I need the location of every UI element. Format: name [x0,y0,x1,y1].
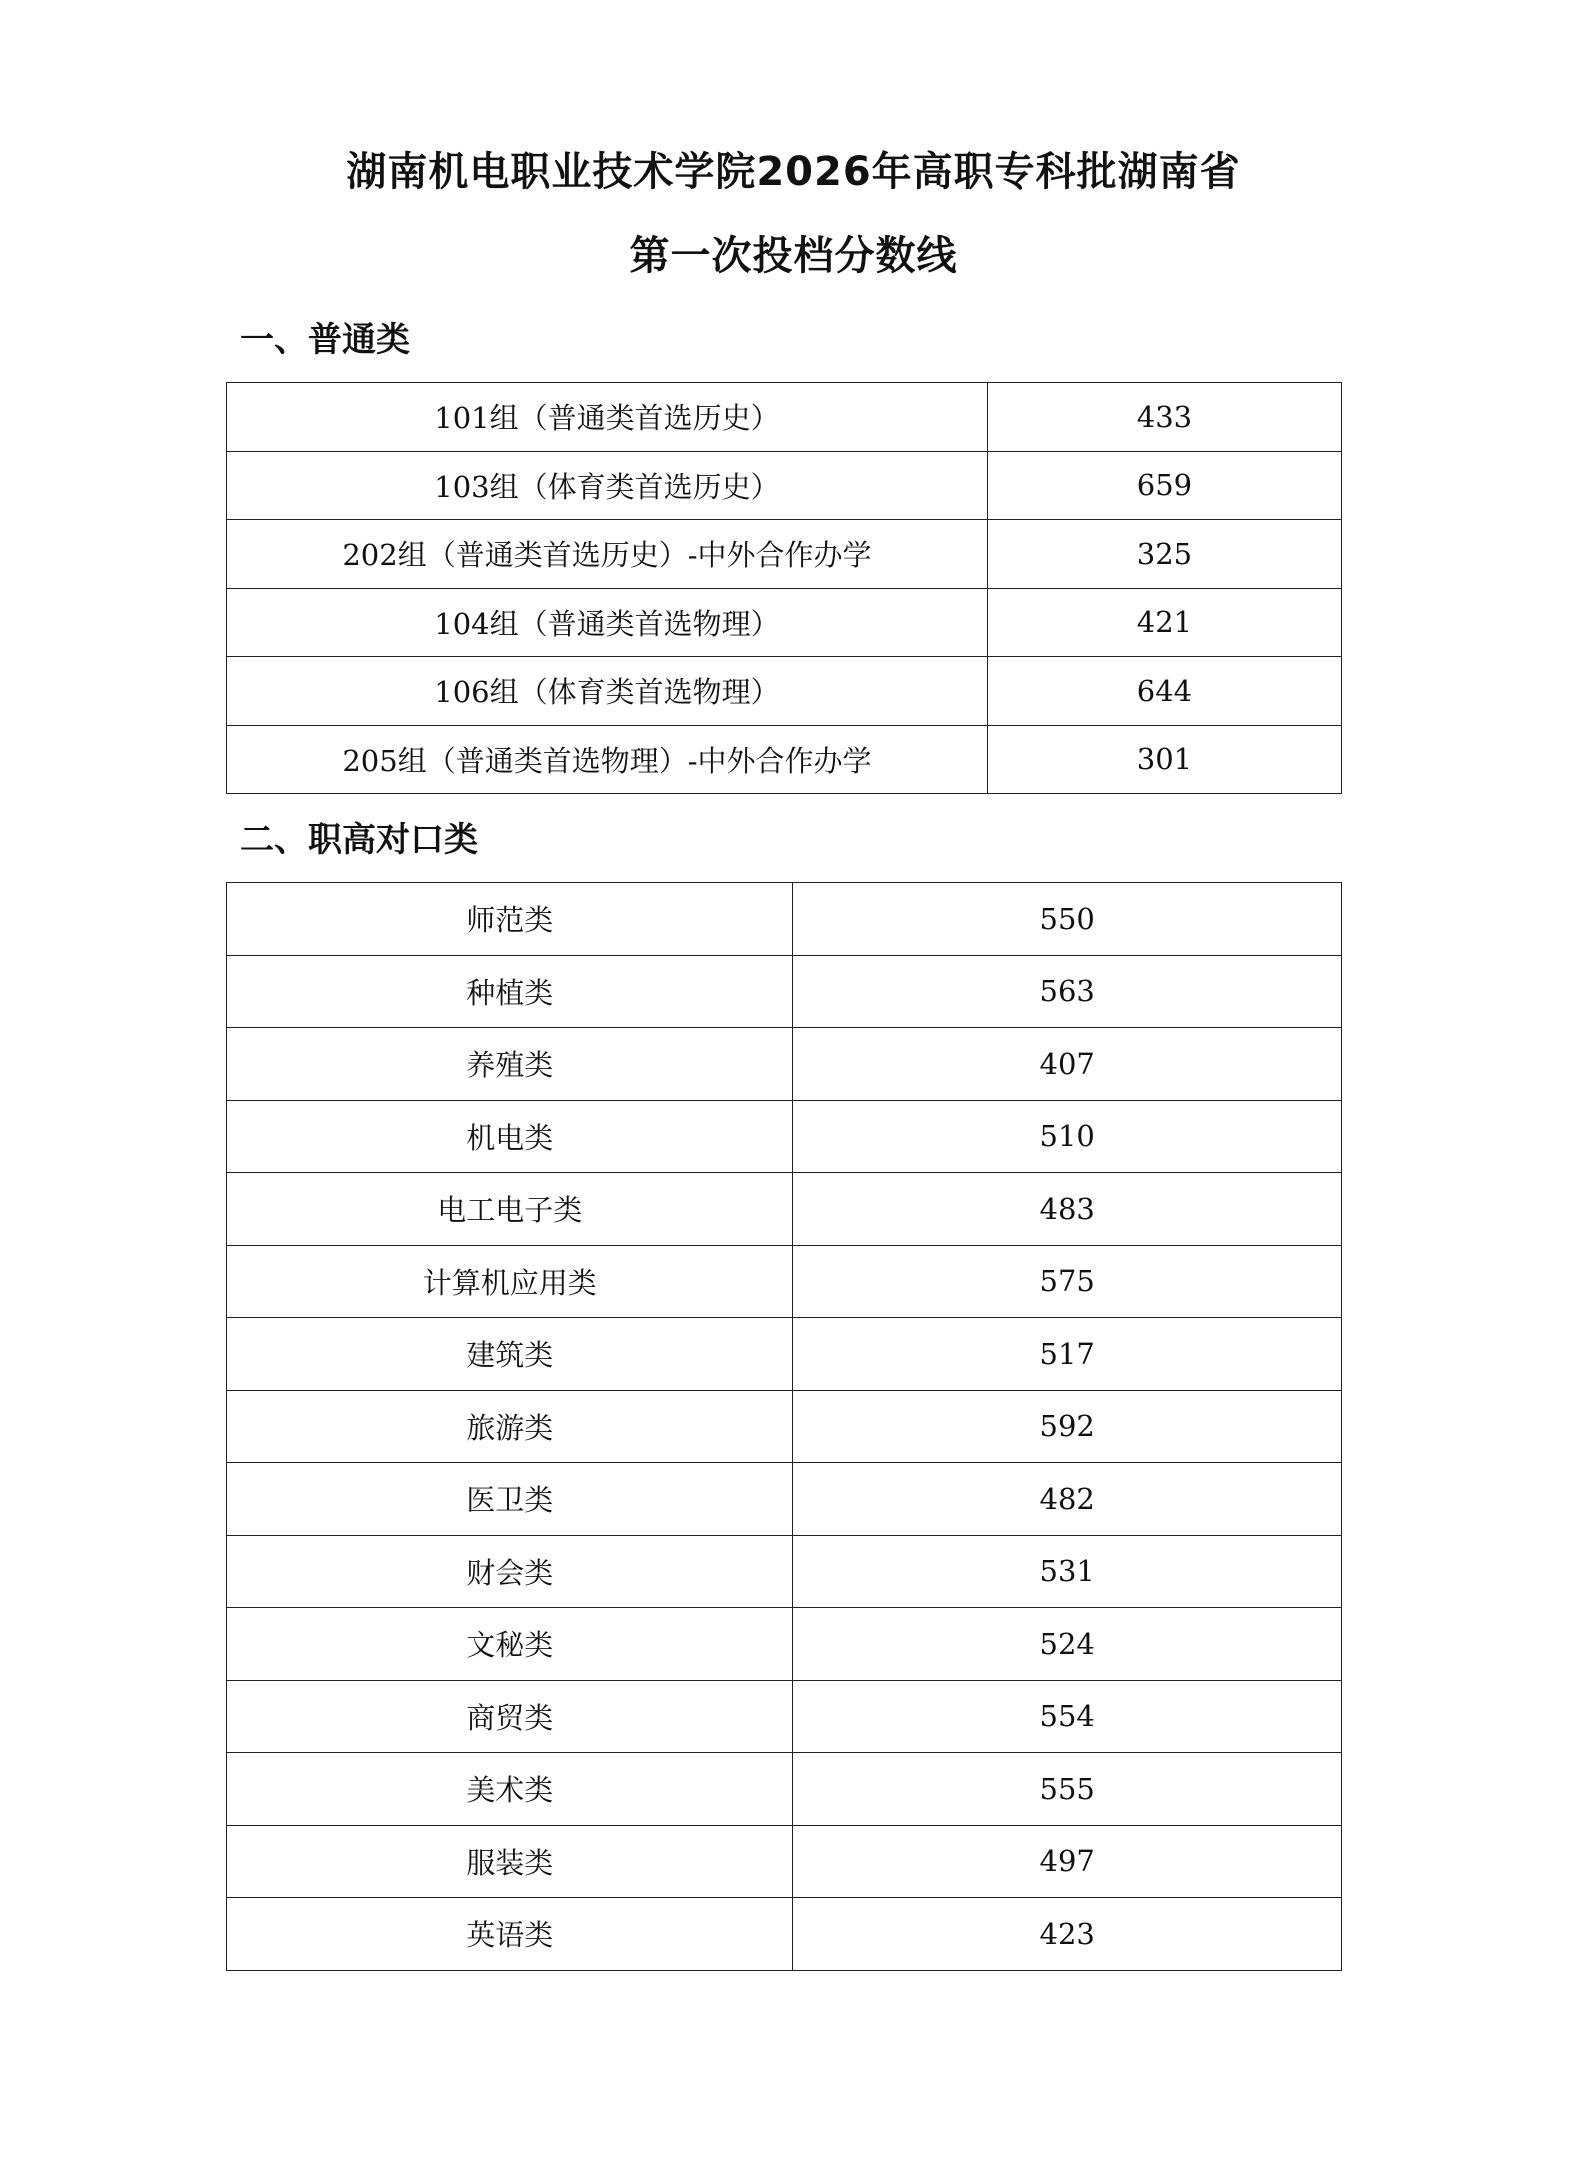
group-name-cell: 103组（体育类首选历史） [227,451,988,520]
score-cell: 644 [987,657,1341,726]
group-name-cell: 106组（体育类首选物理） [227,657,988,726]
score-cell: 301 [987,725,1341,794]
table-row [227,1463,1342,1536]
group-name-cell: 101组（普通类首选历史） [227,383,988,452]
table-row [227,1318,1342,1391]
category-name-cell: 电工电子类 [227,1173,793,1246]
group-name-cell: 202组（普通类首选历史）-中外合作办学 [227,520,988,589]
table-row [227,1825,1342,1898]
category-name-cell: 养殖类 [227,1028,793,1101]
group-name-cell: 104组（普通类首选物理） [227,588,988,657]
section-heading-vocational: 二、职高对口类 [240,820,478,860]
table-row [227,1608,1342,1681]
table-row [227,1898,1342,1971]
score-cell: 421 [987,588,1341,657]
table-row [227,1390,1342,1463]
score-cell: 482 [793,1463,1342,1536]
group-name-cell: 205组（普通类首选物理）-中外合作办学 [227,725,988,794]
table-row [227,1753,1342,1826]
table-row [227,1028,1342,1101]
score-cell: 531 [793,1535,1342,1608]
table-row [227,725,1342,794]
score-cell: 510 [793,1100,1342,1173]
score-table-general [226,382,1342,794]
category-name-cell: 种植类 [227,955,793,1028]
category-name-cell: 机电类 [227,1100,793,1173]
category-name-cell: 医卫类 [227,1463,793,1536]
category-name-cell: 财会类 [227,1535,793,1608]
score-cell: 483 [793,1173,1342,1246]
table-row [227,955,1342,1028]
category-name-cell: 旅游类 [227,1390,793,1463]
table-row [227,383,1342,452]
score-cell: 407 [793,1028,1342,1101]
category-name-cell: 建筑类 [227,1318,793,1391]
category-name-cell: 计算机应用类 [227,1245,793,1318]
category-name-cell: 服装类 [227,1825,793,1898]
category-name-cell: 英语类 [227,1898,793,1971]
document-title-line-1: 湖南机电职业技术学院2026年高职专科批湖南省 [346,149,1241,195]
table-row [227,520,1342,589]
score-cell: 592 [793,1390,1342,1463]
score-cell: 659 [987,451,1341,520]
table-row [227,588,1342,657]
score-cell: 423 [793,1898,1342,1971]
score-cell: 575 [793,1245,1342,1318]
score-cell: 325 [987,520,1341,589]
table-row [227,657,1342,726]
score-cell: 554 [793,1680,1342,1753]
score-cell: 563 [793,955,1342,1028]
table-row [227,1100,1342,1173]
score-cell: 524 [793,1608,1342,1681]
table-row [227,1680,1342,1753]
document-title-line-2: 第一次投档分数线 [629,233,958,279]
score-cell: 550 [793,883,1342,956]
table-row [227,883,1342,956]
table-row [227,1245,1342,1318]
category-name-cell: 文秘类 [227,1608,793,1681]
table-row [227,451,1342,520]
score-cell: 517 [793,1318,1342,1391]
category-name-cell: 商贸类 [227,1680,793,1753]
table-row [227,1173,1342,1246]
score-table-vocational [226,882,1342,1971]
category-name-cell: 美术类 [227,1753,793,1826]
table-row [227,1535,1342,1608]
section-heading-general: 一、普通类 [240,320,410,360]
score-cell: 497 [793,1825,1342,1898]
category-name-cell: 师范类 [227,883,793,956]
score-cell: 433 [987,383,1341,452]
score-cell: 555 [793,1753,1342,1826]
